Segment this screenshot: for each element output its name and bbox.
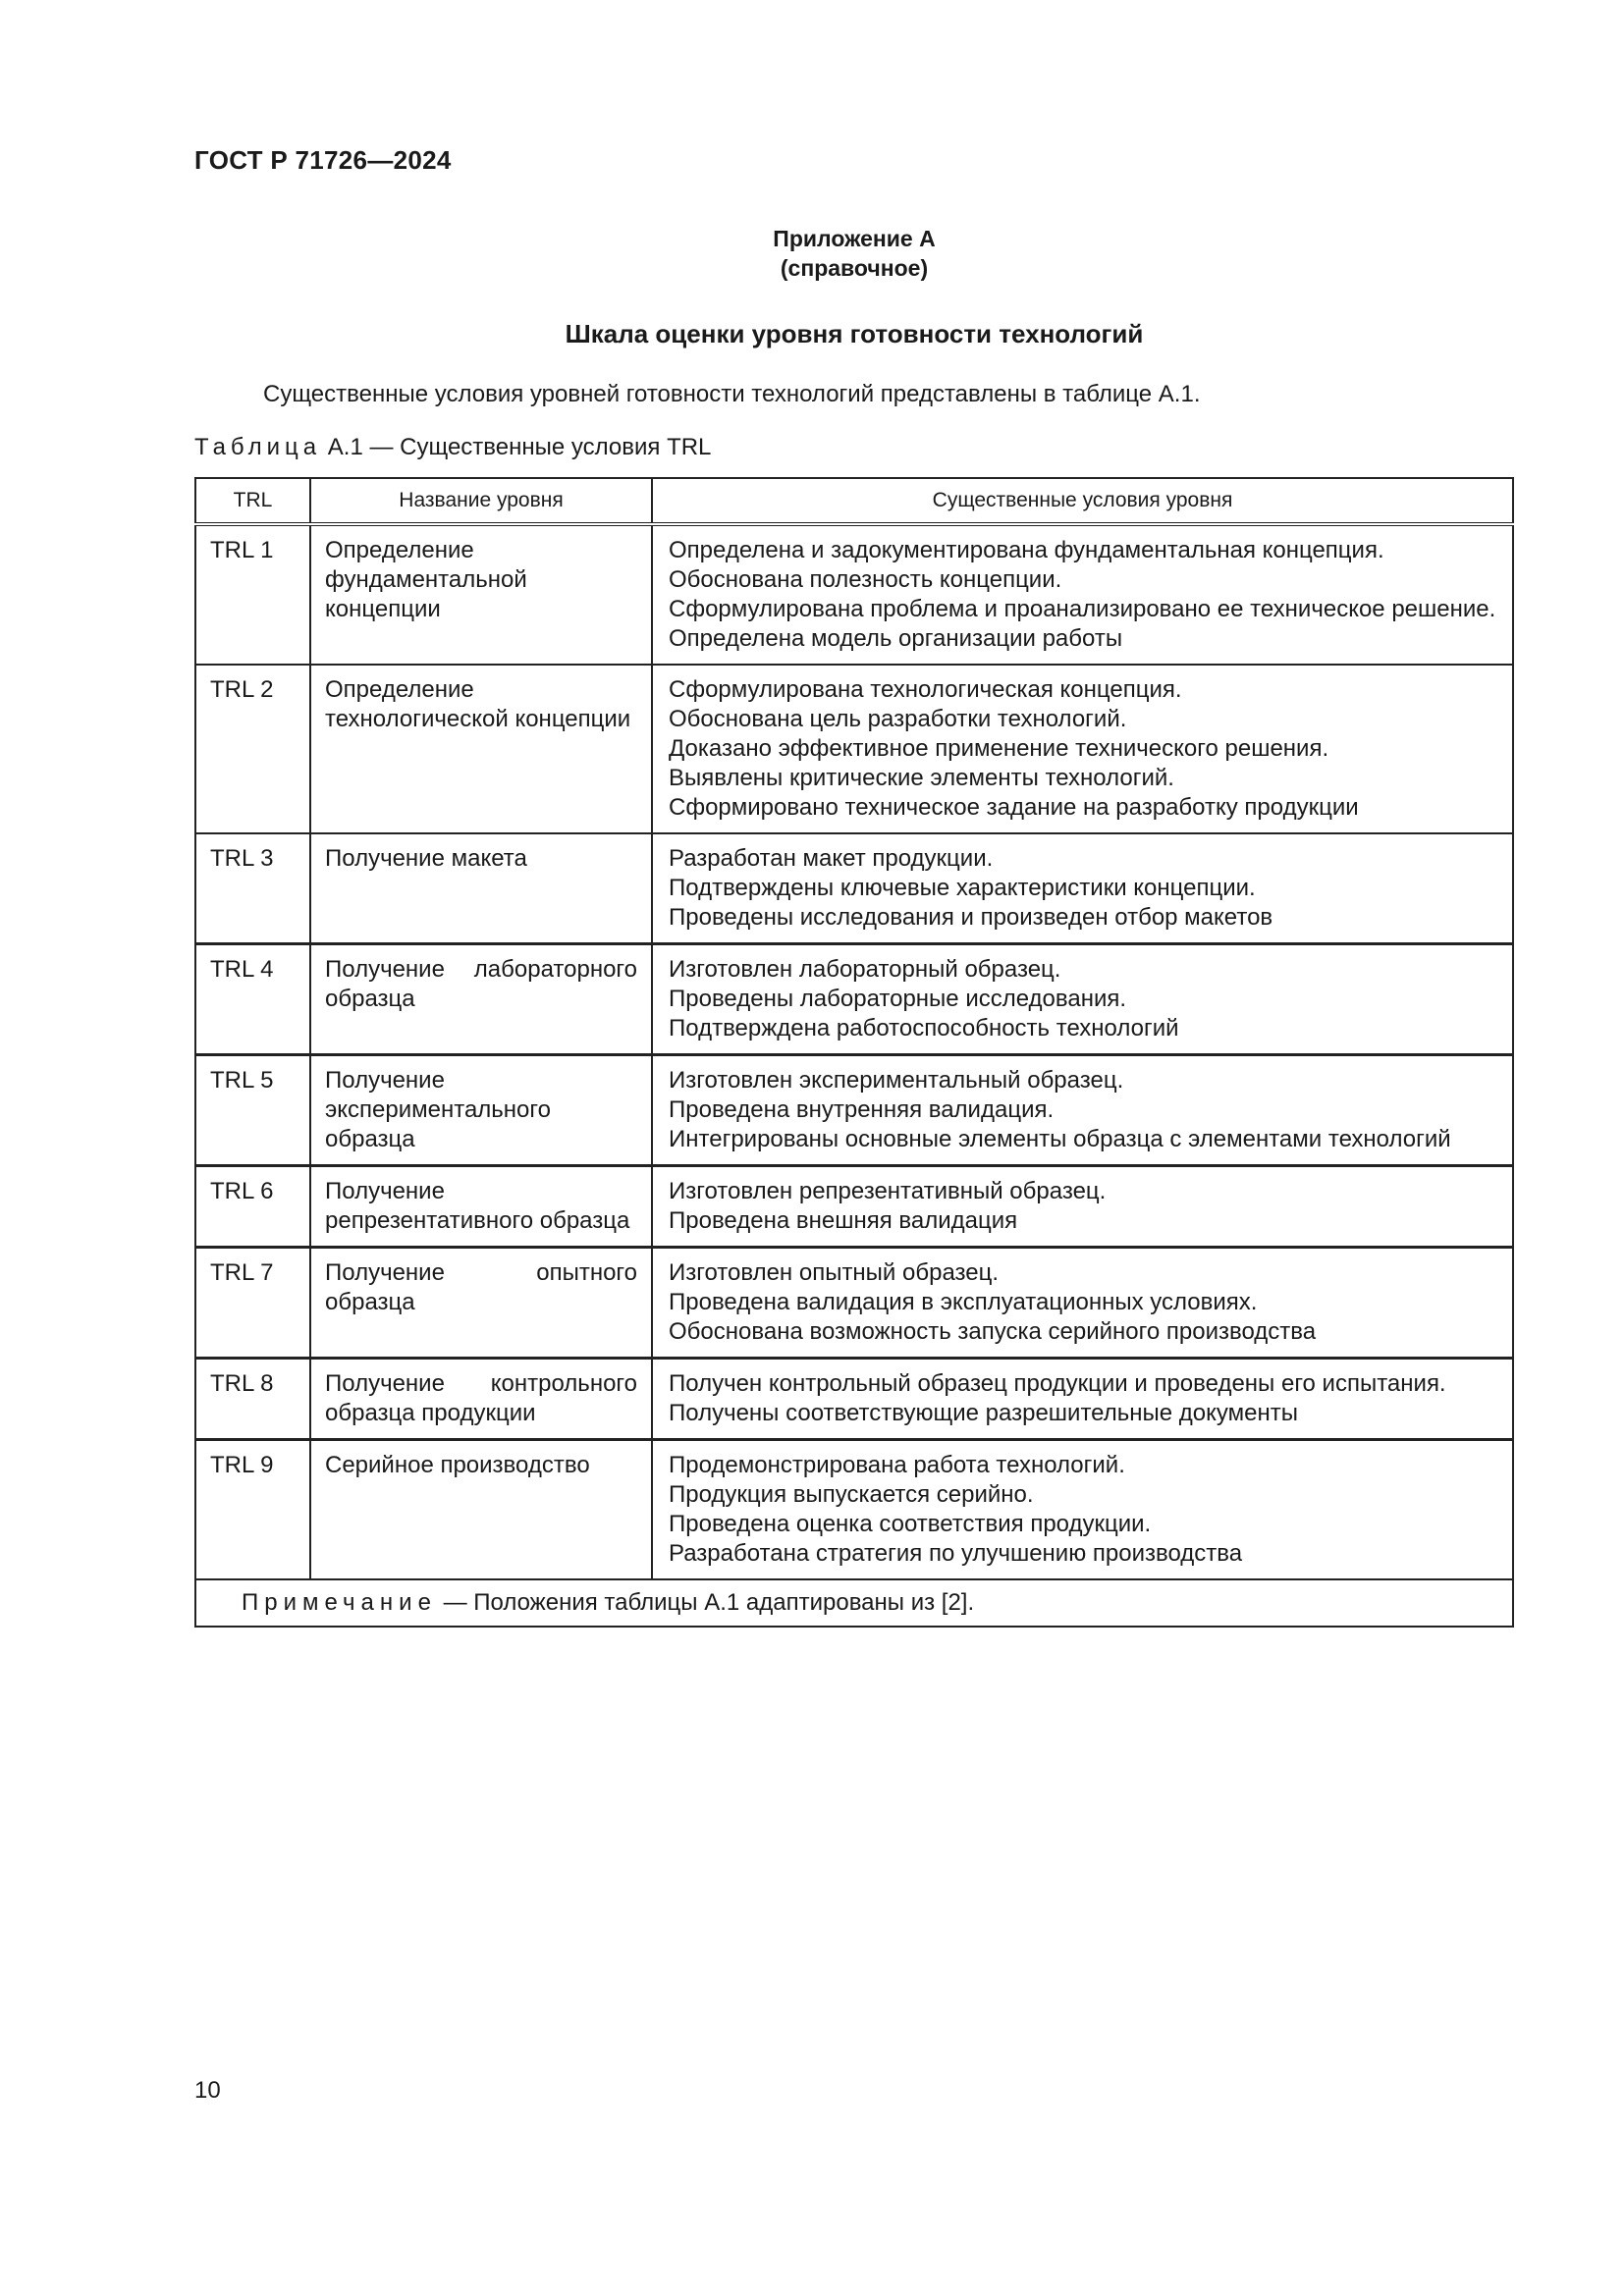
column-header-trl: TRL: [195, 478, 310, 524]
level-name-cell: Серийное производство: [310, 1440, 652, 1580]
table-row: [195, 1359, 1513, 1440]
condition-line: Определена и задокументирована фундаментальная концепция.: [669, 537, 1384, 563]
note-label: Примечание: [242, 1589, 437, 1616]
column-header-conditions: Существенные условия уровня: [652, 478, 1513, 524]
condition-line: Сформировано техническое задание на разработку продукции: [669, 794, 1359, 821]
table-row: [195, 944, 1513, 1055]
condition-line: Изготовлен лабораторный образец.: [669, 956, 1061, 983]
condition-line: Подтверждена работоспособность технологий: [669, 1015, 1179, 1041]
conditions-cell: [652, 1248, 1513, 1359]
condition-line: Разработана стратегия по улучшению производства: [669, 1540, 1243, 1567]
condition-line: Обоснована цель разработки технологий.: [669, 706, 1127, 732]
condition-line: Сформулирована проблема и проанализировано ее техническое решение.: [669, 596, 1496, 622]
conditions-cell: [652, 833, 1513, 944]
level-name-cell: Определение фундаментальной концепции: [310, 524, 652, 665]
condition-line: Проведена оценка соответствия продукции.: [669, 1511, 1152, 1537]
table-row: [195, 1055, 1513, 1166]
table-row: [195, 1248, 1513, 1359]
trl-level-cell: TRL 7: [195, 1248, 310, 1359]
condition-line: Проведены исследования и произведен отбор макетов: [669, 904, 1273, 931]
condition-line: Продемонстрирована работа технологий.: [669, 1452, 1125, 1478]
table-row: [195, 665, 1513, 833]
trl-level-cell: TRL 3: [195, 833, 310, 944]
appendix-heading: [0, 224, 1624, 283]
condition-line: Обоснована возможность запуска серийного производства: [669, 1318, 1317, 1345]
note-text: — Положения таблицы А.1 адаптированы из [2].: [436, 1589, 975, 1616]
table-note-row: [195, 1579, 1513, 1627]
table-caption-label: Таблица: [194, 434, 322, 460]
condition-line: Продукция выпускается серийно.: [669, 1481, 1034, 1508]
condition-line: Проведены лабораторные исследования.: [669, 986, 1127, 1012]
condition-line: Подтверждены ключевые характеристики концепции.: [669, 875, 1256, 901]
condition-line: Сформулирована технологическая концепция.: [669, 676, 1182, 703]
trl-level-cell: TRL 9: [195, 1440, 310, 1580]
document-code: ГОСТ Р 71726—2024: [194, 145, 452, 175]
level-name-cell: Получение опытного образца: [310, 1248, 652, 1359]
trl-level-cell: TRL 2: [195, 665, 310, 833]
appendix-subtitle: (справочное): [780, 255, 929, 281]
condition-line: Обоснована полезность концепции.: [669, 566, 1062, 593]
table-caption-text: А.1 — Существенные условия TRL: [327, 434, 712, 460]
trl-level-cell: TRL 6: [195, 1166, 310, 1248]
table-row: [195, 1166, 1513, 1248]
table-row: [195, 833, 1513, 944]
conditions-cell: [652, 524, 1513, 665]
level-name-cell: Получение репрезентативного образца: [310, 1166, 652, 1248]
appendix-title: Приложение А: [773, 226, 936, 251]
condition-line: Проведена внешняя валидация: [669, 1207, 1018, 1234]
table-caption: [194, 434, 711, 461]
condition-line: Получен контрольный образец продукции и проведены его испытания.: [669, 1370, 1446, 1397]
condition-line: Разработан макет продукции.: [669, 845, 994, 872]
conditions-cell: [652, 1359, 1513, 1440]
level-name-cell: Определение технологической концепции: [310, 665, 652, 833]
condition-line: Интегрированы основные элементы образца с элементами технологий: [669, 1126, 1451, 1152]
section-title: Шкала оценки уровня готовности технологий: [565, 319, 1144, 348]
trl-level-cell: TRL 1: [195, 524, 310, 665]
level-name-cell: Получение экспериментального образца: [310, 1055, 652, 1166]
conditions-cell: [652, 944, 1513, 1055]
column-header-level-name: Название уровня: [310, 478, 652, 524]
conditions-cell: [652, 665, 1513, 833]
trl-level-cell: TRL 8: [195, 1359, 310, 1440]
conditions-cell: [652, 1055, 1513, 1166]
trl-level-cell: TRL 5: [195, 1055, 310, 1166]
table-note: [195, 1579, 1513, 1627]
condition-line: Изготовлен экспериментальный образец.: [669, 1067, 1124, 1094]
condition-line: Изготовлен опытный образец.: [669, 1259, 1000, 1286]
condition-line: Выявлены критические элементы технологий.: [669, 765, 1174, 791]
level-name-cell: Получение макета: [310, 833, 652, 944]
conditions-cell: [652, 1166, 1513, 1248]
table-row: [195, 1440, 1513, 1580]
condition-line: Получены соответствующие разрешительные документы: [669, 1400, 1298, 1426]
table-body: [195, 524, 1513, 1627]
condition-line: Определена модель организации работы: [669, 625, 1123, 652]
level-name-cell: Получение контрольного образца продукции: [310, 1359, 652, 1440]
table-header-row: [195, 478, 1513, 524]
intro-paragraph: Существенные условия уровней готовности технологий представлены в таблице А.1.: [263, 381, 1201, 407]
conditions-cell: [652, 1440, 1513, 1580]
condition-line: Изготовлен репрезентативный образец.: [669, 1178, 1107, 1204]
table-row: [195, 524, 1513, 665]
condition-line: Доказано эффективное применение технического решения.: [669, 735, 1329, 762]
trl-table: [194, 477, 1514, 1628]
level-name-cell: Получение лабораторного образца: [310, 944, 652, 1055]
table-header: [195, 478, 1513, 524]
page-number: 10: [194, 2077, 221, 2104]
condition-line: Проведена валидация в эксплуатационных условиях.: [669, 1289, 1258, 1315]
trl-level-cell: TRL 4: [195, 944, 310, 1055]
condition-line: Проведена внутренняя валидация.: [669, 1096, 1055, 1123]
